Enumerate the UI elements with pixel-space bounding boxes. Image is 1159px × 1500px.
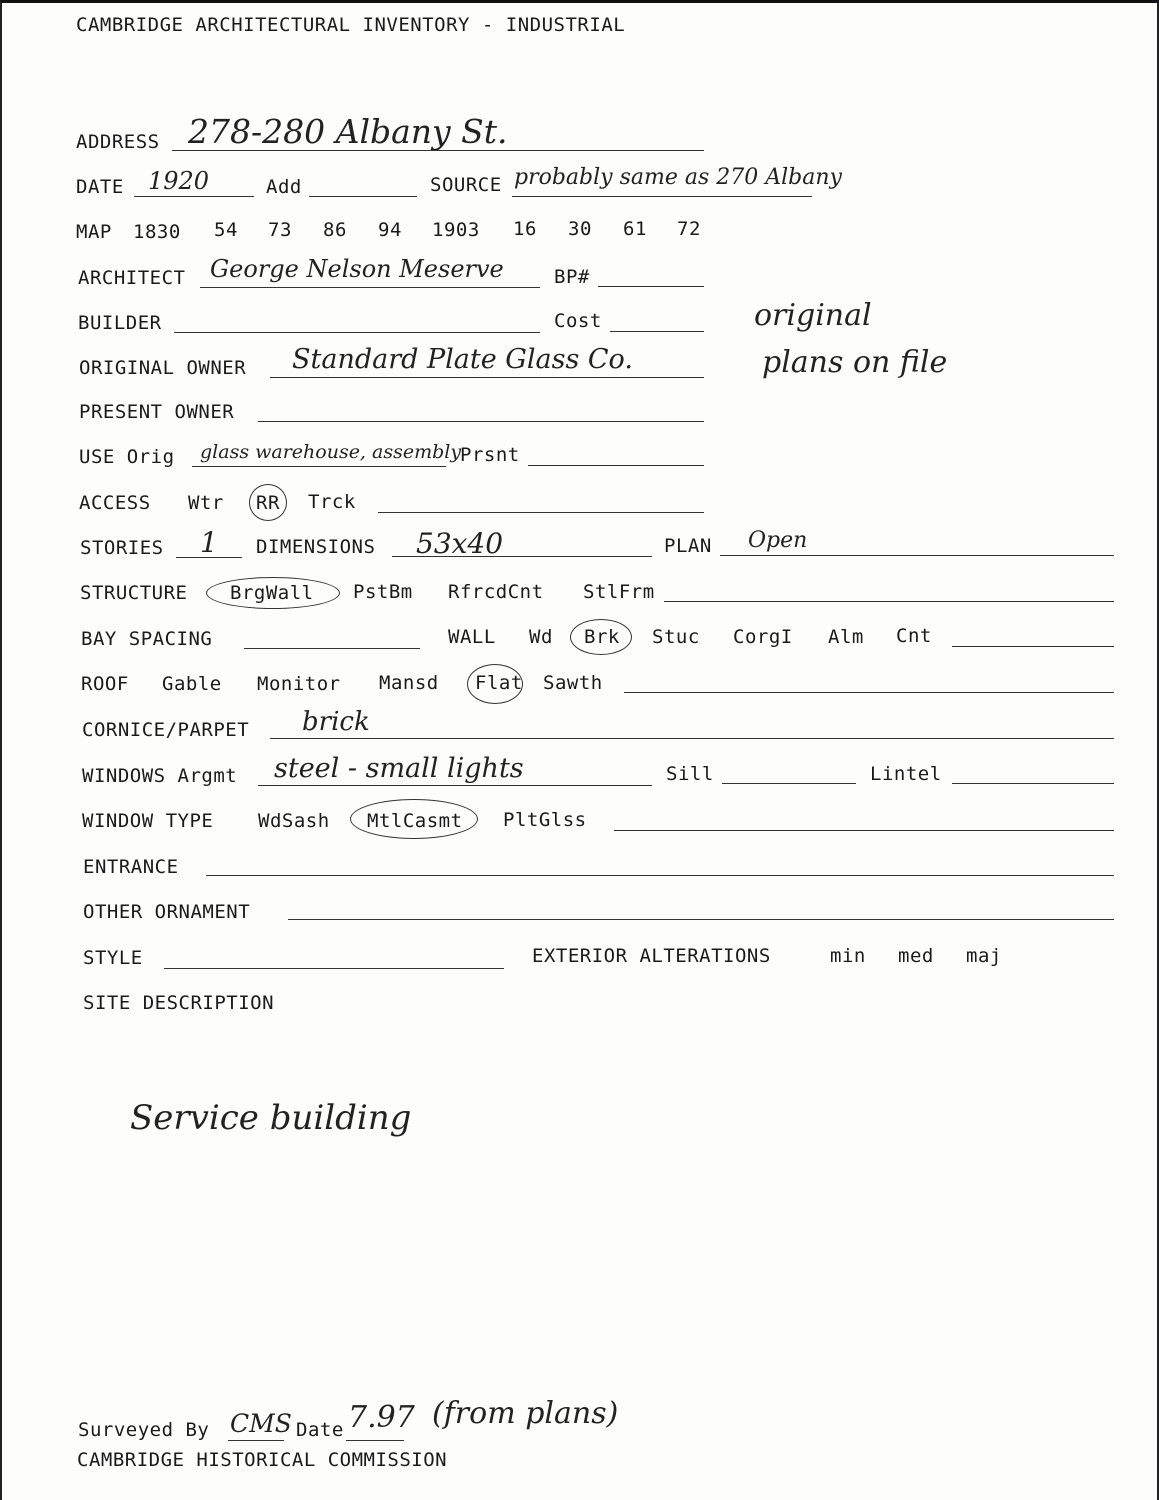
- window-type-option-pltglss[interactable]: PltGlss: [503, 809, 587, 831]
- cornice-line: [270, 738, 1114, 739]
- roof-option-mansd[interactable]: Mansd: [379, 672, 439, 694]
- roof-option-monitor[interactable]: Monitor: [257, 673, 341, 695]
- bay-spacing-label: BAY SPACING: [81, 628, 213, 650]
- access-line: [378, 512, 704, 513]
- footer-commission: CAMBRIDGE HISTORICAL COMMISSION: [77, 1449, 448, 1471]
- margin-note-line1: original: [754, 298, 872, 333]
- structure-brgwall-circle: [206, 577, 340, 609]
- roof-label: ROOF: [81, 673, 129, 695]
- wall-option-corgi[interactable]: CorgI: [733, 626, 793, 648]
- builder-label: BUILDER: [78, 312, 162, 334]
- structure-option-rfrcdcnt[interactable]: RfrcdCnt: [448, 581, 544, 603]
- survey-date-line: [346, 1440, 404, 1441]
- survey-date-label: Date: [296, 1419, 344, 1441]
- bp-line: [598, 286, 704, 287]
- structure-option-pstbm[interactable]: PstBm: [353, 581, 413, 603]
- stories-label: STORIES: [80, 537, 164, 559]
- cost-line: [610, 331, 704, 332]
- style-line: [164, 968, 504, 969]
- window-type-option-mtlcasmt[interactable]: MtlCasmt: [367, 810, 463, 832]
- wall-option-stuc[interactable]: Stuc: [652, 626, 700, 648]
- structure-option-stlfrm[interactable]: StlFrm: [583, 581, 655, 603]
- address-label: ADDRESS: [76, 131, 160, 153]
- window-type-mtlcasmt-circle: [350, 799, 478, 839]
- present-owner-label: PRESENT OWNER: [79, 401, 235, 423]
- window-type-option-wdsash[interactable]: WdSash: [258, 810, 330, 832]
- entrance-label: ENTRANCE: [83, 856, 179, 878]
- source-value[interactable]: probably same as 270 Albany: [514, 165, 842, 190]
- survey-date-value[interactable]: 7.97: [348, 1400, 415, 1435]
- plan-value[interactable]: Open: [748, 528, 808, 553]
- source-line: [512, 196, 812, 197]
- stories-value[interactable]: 1: [200, 526, 218, 559]
- map-year: 1830: [133, 221, 181, 243]
- map-year: 86: [323, 219, 347, 241]
- form-title: CAMBRIDGE ARCHITECTURAL INVENTORY - INDUSTRIAL: [76, 14, 626, 36]
- access-option-wtr[interactable]: Wtr: [188, 492, 224, 514]
- source-label: SOURCE: [430, 174, 502, 196]
- access-label: ACCESS: [79, 492, 151, 514]
- style-label: STYLE: [83, 947, 143, 969]
- date-line: [134, 196, 254, 197]
- wall-brk-circle: [570, 619, 632, 655]
- lintel-label: Lintel: [870, 763, 942, 785]
- sill-label: Sill: [666, 763, 714, 785]
- plan-label: PLAN: [664, 535, 712, 557]
- wall-option-cnt[interactable]: Cnt: [896, 625, 932, 647]
- wall-label: WALL: [448, 626, 496, 648]
- roof-option-gable[interactable]: Gable: [162, 673, 222, 695]
- original-owner-value[interactable]: Standard Plate Glass Co.: [292, 344, 633, 375]
- prsnt-label: Prsnt: [460, 444, 520, 466]
- margin-note-line2: plans on file: [762, 345, 948, 380]
- use-orig-label: USE Orig: [79, 446, 175, 468]
- other-ornament-line: [288, 919, 1114, 920]
- surveyed-by-value[interactable]: CMS: [230, 1409, 292, 1438]
- entrance-line: [206, 875, 1114, 876]
- structure-label: STRUCTURE: [80, 582, 188, 604]
- add-line: [309, 196, 417, 197]
- architect-label: ARCHITECT: [78, 267, 186, 289]
- map-year: 94: [378, 219, 402, 241]
- roof-option-sawth[interactable]: Sawth: [543, 672, 603, 694]
- surveyed-by-line: [228, 1440, 284, 1441]
- cost-label: Cost: [554, 310, 602, 332]
- other-ornament-label: OTHER ORNAMENT: [83, 901, 251, 923]
- alteration-option-min[interactable]: min: [830, 945, 866, 967]
- alteration-option-med[interactable]: med: [898, 945, 934, 967]
- map-label: MAP: [76, 221, 112, 243]
- map-year: 54: [214, 219, 238, 241]
- roof-option-flat[interactable]: Flat: [475, 672, 523, 694]
- plan-line: [720, 555, 1114, 556]
- dimensions-value[interactable]: 53x40: [416, 527, 504, 560]
- access-option-trck[interactable]: Trck: [308, 491, 356, 513]
- map-year: 72: [677, 218, 701, 240]
- roof-flat-circle: [467, 664, 523, 704]
- sill-line: [722, 783, 856, 784]
- date-value[interactable]: 1920: [148, 167, 210, 195]
- use-orig-line: [192, 466, 446, 467]
- window-type-label: WINDOW TYPE: [82, 810, 214, 832]
- survey-note: (from plans): [432, 1396, 619, 1431]
- alteration-option-maj[interactable]: maj: [966, 945, 1002, 967]
- map-year: 16: [513, 218, 537, 240]
- bay-spacing-line: [244, 648, 420, 649]
- architect-value[interactable]: George Nelson Meserve: [210, 255, 504, 283]
- map-year: 73: [268, 219, 292, 241]
- present-owner-line: [258, 421, 704, 422]
- builder-line: [174, 332, 540, 333]
- surveyed-by-label: Surveyed By: [78, 1419, 210, 1441]
- windows-argmt-label: WINDOWS Argmt: [82, 765, 238, 787]
- access-rr-circle: [249, 484, 287, 521]
- use-orig-value[interactable]: glass warehouse, assembly: [200, 441, 462, 463]
- address-value[interactable]: 278-280 Albany St.: [188, 112, 508, 151]
- dimensions-label: DIMENSIONS: [256, 536, 376, 558]
- original-owner-line: [270, 377, 704, 378]
- map-year: 61: [623, 218, 647, 240]
- exterior-alterations-label: EXTERIOR ALTERATIONS: [532, 945, 771, 967]
- roof-line: [624, 692, 1114, 693]
- bp-label: BP#: [554, 266, 590, 288]
- add-label: Add: [266, 176, 302, 198]
- architect-line: [200, 287, 540, 288]
- wall-line: [952, 646, 1114, 647]
- windows-argmt-value[interactable]: steel - small lights: [274, 753, 524, 784]
- lintel-line: [952, 783, 1114, 784]
- structure-line: [664, 601, 1114, 602]
- windows-argmt-line: [258, 785, 652, 786]
- cornice-value[interactable]: brick: [302, 707, 370, 737]
- structure-option-brgwall[interactable]: BrgWall: [230, 582, 314, 604]
- wall-option-alm[interactable]: Alm: [828, 626, 864, 648]
- wall-option-brk[interactable]: Brk: [584, 626, 620, 648]
- wall-option-wd[interactable]: Wd: [529, 626, 553, 648]
- window-type-line: [614, 830, 1114, 831]
- map-year: 1903: [432, 219, 480, 241]
- map-year: 30: [568, 218, 592, 240]
- cornice-label: CORNICE/PARPET: [82, 719, 250, 741]
- access-option-rr[interactable]: RR: [256, 492, 280, 514]
- original-owner-label: ORIGINAL OWNER: [79, 357, 247, 379]
- site-description-value[interactable]: Service building: [130, 1098, 412, 1138]
- prsnt-line: [528, 465, 704, 466]
- site-description-label: SITE DESCRIPTION: [83, 992, 275, 1014]
- date-label: DATE: [76, 176, 124, 198]
